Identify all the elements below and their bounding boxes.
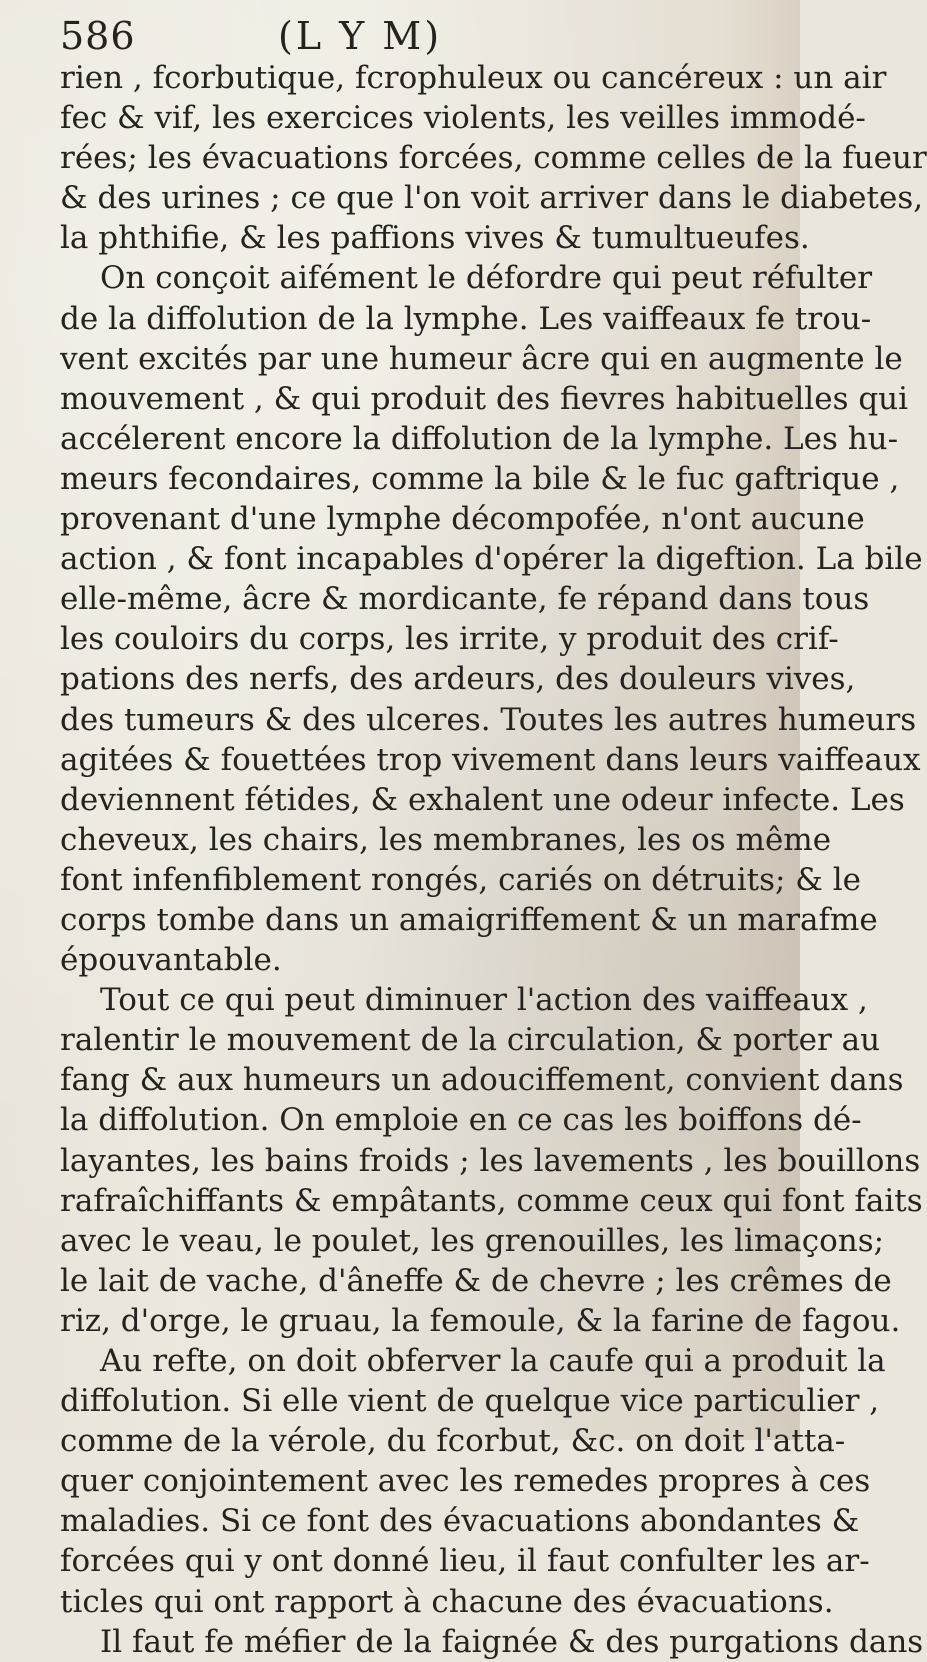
text-line: riz, d'orge, le gruau, la femoule, & la farine de fagou. bbox=[60, 1302, 901, 1339]
paragraph-start-line: Il faut fe méfier de la faignée & des purgations dans bbox=[100, 1623, 924, 1660]
page-header bbox=[60, 8, 760, 60]
text-line: le lait de vache, d'âneffe & de chevre ; les crêmes de bbox=[60, 1262, 892, 1299]
text-line: comme de la vérole, du fcorbut, &c. on doit l'atta- bbox=[60, 1423, 846, 1460]
text-line: cheveux, les chairs, les membranes, les os même bbox=[60, 821, 832, 858]
text-line: fang & aux humeurs un adouciffement, convient dans bbox=[60, 1062, 904, 1099]
text-line: fec & vif, les exercices violents, les veilles immodé- bbox=[60, 100, 866, 137]
text-line: pations des nerfs, des ardeurs, des douleurs vives, bbox=[60, 661, 856, 698]
text-line: les couloirs du corps, les irrite, y produit des crif- bbox=[60, 621, 839, 658]
text-line: quer conjointement avec les remedes propres à ces bbox=[60, 1463, 871, 1500]
text-line: forcées qui y ont donné lieu, il faut confulter les ar- bbox=[60, 1543, 870, 1580]
text-line: action , & font incapables d'opérer la digeftion. La bile bbox=[60, 541, 923, 578]
text-line: la phthifie, & les paffions vives & tumultueufes. bbox=[60, 220, 810, 257]
text-line: meurs fecondaires, comme la bile & le fuc gaftrique , bbox=[60, 460, 900, 497]
text-line: rafraîchiffants & empâtants, comme ceux qui font faits bbox=[60, 1182, 923, 1219]
text-line: maladies. Si ce font des évacuations abondantes & bbox=[60, 1503, 860, 1540]
paragraph-start-line: Au refte, on doit obferver la caufe qui a produit la bbox=[100, 1343, 886, 1379]
paragraph-start-line: On conçoit aifément le défordre qui peut réfulter bbox=[100, 260, 873, 297]
text-line: deviennent fétides, & exhalent une odeur infecte. Les bbox=[60, 781, 905, 818]
text-line: rien , fcorbutique, fcrophuleux ou cancéreux : un air bbox=[60, 60, 887, 96]
text-line: avec le veau, le poulet, les grenouilles, les limaçons; bbox=[60, 1222, 885, 1259]
page-number: 586 bbox=[60, 14, 136, 58]
text-line: ralentir le mouvement de la circulation, & porter au bbox=[60, 1022, 881, 1059]
text-line: rées; les évacuations forcées, comme celles de la fueur bbox=[60, 140, 927, 177]
text-line: agitées & fouettées trop vivement dans leurs vaiffeaux bbox=[60, 741, 921, 778]
text-line: elle-même, âcre & mordicante, fe répand dans tous bbox=[60, 581, 870, 618]
text-line: layantes, les bains froids ; les lavements , les bouillons bbox=[60, 1142, 921, 1179]
text-line: la diffolution. On emploie en ce cas les boiffons dé- bbox=[60, 1102, 862, 1139]
paragraph-start-line: Tout ce qui peut diminuer l'action des vaiffeaux , bbox=[100, 982, 868, 1019]
running-title: (L Y M) bbox=[278, 14, 443, 58]
text-line: mouvement , & qui produit des fievres habituelles qui bbox=[60, 380, 909, 417]
body-text bbox=[60, 58, 927, 1662]
text-line: font infenfiblement rongés, cariés on détruits; & le bbox=[60, 861, 862, 898]
text-line: diffolution. Si elle vient de quelque vice particulier , bbox=[60, 1383, 880, 1420]
text-line: épouvantable. bbox=[60, 942, 282, 979]
text-line: vent excités par une humeur âcre qui en augmente le bbox=[60, 340, 903, 377]
text-line: corps tombe dans un amaigriffement & un marafme bbox=[60, 901, 878, 938]
text-line: de la diffolution de la lymphe. Les vaiffeaux fe trou- bbox=[60, 300, 872, 337]
text-line: des tumeurs & des ulceres. Toutes les autres humeurs bbox=[60, 701, 917, 738]
text-line: provenant d'une lymphe décompofée, n'ont aucune bbox=[60, 501, 865, 538]
text-line: & des urines ; ce que l'on voit arriver dans le diabetes, bbox=[60, 180, 924, 217]
text-line: ticles qui ont rapport à chacune des évacuations. bbox=[60, 1583, 834, 1620]
text-line: accélerent encore la diffolution de la lymphe. Les hu- bbox=[60, 420, 899, 457]
